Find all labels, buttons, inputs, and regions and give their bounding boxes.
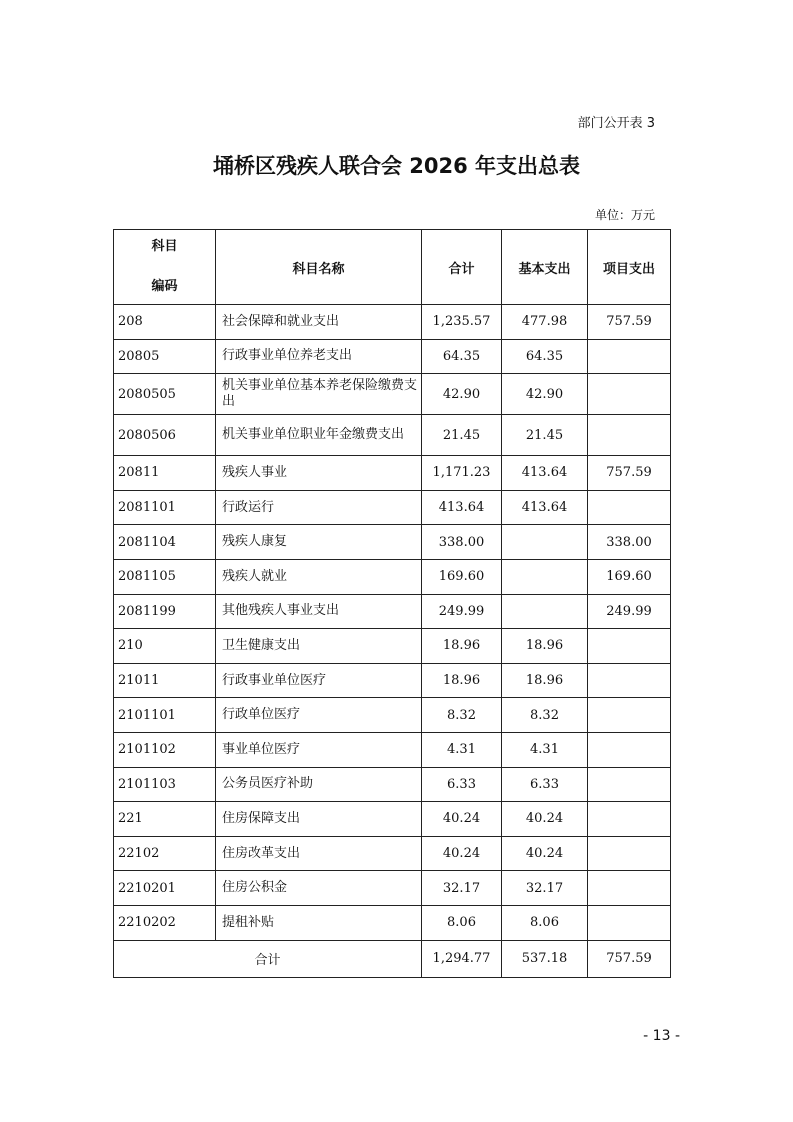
table-total-row [114, 940, 671, 977]
row-basic: 40.24 [502, 836, 588, 871]
row-code: 2081199 [114, 594, 216, 629]
row-code: 21011 [114, 663, 216, 698]
row-name: 行政事业单位医疗 [216, 663, 422, 698]
row-name: 住房公积金 [216, 871, 422, 906]
form-number: 部门公开表 3 [577, 116, 655, 131]
total-sum: 1,294.77 [422, 940, 502, 977]
total-basic: 537.18 [502, 940, 588, 977]
table-row [114, 525, 671, 560]
row-code: 210 [114, 629, 216, 664]
row-basic: 8.32 [502, 698, 588, 733]
unit-label: 单位：万元 [594, 208, 655, 222]
row-name: 公务员医疗补助 [216, 767, 422, 802]
table-row [114, 490, 671, 525]
row-basic: 413.64 [502, 456, 588, 491]
row-project [588, 871, 671, 906]
table-row [114, 629, 671, 664]
row-basic: 32.17 [502, 871, 588, 906]
row-name: 残疾人事业 [216, 456, 422, 491]
row-code: 20805 [114, 339, 216, 374]
row-project [588, 415, 671, 456]
row-total: 1,235.57 [422, 305, 502, 340]
row-total: 32.17 [422, 871, 502, 906]
row-project: 169.60 [588, 559, 671, 594]
row-total: 21.45 [422, 415, 502, 456]
table-row [114, 594, 671, 629]
row-code: 2080505 [114, 374, 216, 415]
row-code: 2101103 [114, 767, 216, 802]
row-project [588, 836, 671, 871]
row-code: 208 [114, 305, 216, 340]
row-total: 64.35 [422, 339, 502, 374]
page-number: - 13 - [643, 1028, 680, 1044]
row-name: 事业单位医疗 [216, 732, 422, 767]
table-row [114, 456, 671, 491]
row-basic: 64.35 [502, 339, 588, 374]
table-row [114, 802, 671, 837]
table-row [114, 559, 671, 594]
row-name: 提租补贴 [216, 905, 422, 940]
row-project [588, 490, 671, 525]
header-code-line1: 科目 [151, 239, 178, 254]
row-name: 机关事业单位职业年金缴费支出 [216, 415, 422, 456]
header-project: 项目支出 [588, 230, 671, 305]
table-row [114, 836, 671, 871]
row-basic: 42.90 [502, 374, 588, 415]
row-project [588, 663, 671, 698]
row-total: 8.32 [422, 698, 502, 733]
total-label: 合计 [114, 940, 422, 977]
row-basic: 413.64 [502, 490, 588, 525]
table-row [114, 415, 671, 456]
row-project: 338.00 [588, 525, 671, 560]
table-row [114, 339, 671, 374]
table-row [114, 871, 671, 906]
row-project [588, 732, 671, 767]
row-name: 残疾人康复 [216, 525, 422, 560]
row-basic: 18.96 [502, 629, 588, 664]
row-name: 住房改革支出 [216, 836, 422, 871]
row-project: 757.59 [588, 456, 671, 491]
row-project: 249.99 [588, 594, 671, 629]
row-total: 6.33 [422, 767, 502, 802]
row-project [588, 802, 671, 837]
header-name: 科目名称 [216, 230, 422, 305]
row-basic: 8.06 [502, 905, 588, 940]
row-total: 1,171.23 [422, 456, 502, 491]
row-total: 249.99 [422, 594, 502, 629]
row-basic: 477.98 [502, 305, 588, 340]
row-total: 40.24 [422, 802, 502, 837]
row-code: 2210202 [114, 905, 216, 940]
total-project: 757.59 [588, 940, 671, 977]
row-basic [502, 594, 588, 629]
table-row [114, 732, 671, 767]
table-row [114, 698, 671, 733]
row-total: 18.96 [422, 663, 502, 698]
row-name: 社会保障和就业支出 [216, 305, 422, 340]
row-code: 221 [114, 802, 216, 837]
row-project [588, 698, 671, 733]
row-basic [502, 525, 588, 560]
row-project [588, 374, 671, 415]
row-basic: 6.33 [502, 767, 588, 802]
row-name: 其他残疾人事业支出 [216, 594, 422, 629]
row-project [588, 629, 671, 664]
row-total: 4.31 [422, 732, 502, 767]
header-code [114, 230, 216, 305]
header-basic: 基本支出 [502, 230, 588, 305]
row-project: 757.59 [588, 305, 671, 340]
row-basic: 21.45 [502, 415, 588, 456]
row-total: 8.06 [422, 905, 502, 940]
row-name: 行政事业单位养老支出 [216, 339, 422, 374]
page-title: 埇桥区残疾人联合会 2026 年支出总表 [212, 154, 581, 178]
row-code: 2081105 [114, 559, 216, 594]
row-code: 22102 [114, 836, 216, 871]
row-total: 42.90 [422, 374, 502, 415]
row-code: 2081101 [114, 490, 216, 525]
row-name: 机关事业单位基本养老保险缴费支出 [216, 374, 422, 415]
row-name: 残疾人就业 [216, 559, 422, 594]
expenditure-table [113, 229, 671, 978]
table-row [114, 905, 671, 940]
row-name: 住房保障支出 [216, 802, 422, 837]
row-total: 40.24 [422, 836, 502, 871]
table-row [114, 305, 671, 340]
row-code: 2101102 [114, 732, 216, 767]
row-code: 2080506 [114, 415, 216, 456]
table-header-row [114, 230, 671, 305]
table-row [114, 767, 671, 802]
row-total: 338.00 [422, 525, 502, 560]
row-total: 413.64 [422, 490, 502, 525]
row-name: 行政单位医疗 [216, 698, 422, 733]
row-name: 卫生健康支出 [216, 629, 422, 664]
header-total: 合计 [422, 230, 502, 305]
table-row [114, 374, 671, 415]
row-project [588, 905, 671, 940]
row-total: 169.60 [422, 559, 502, 594]
row-code: 2210201 [114, 871, 216, 906]
row-basic: 40.24 [502, 802, 588, 837]
row-basic: 18.96 [502, 663, 588, 698]
row-project [588, 767, 671, 802]
row-total: 18.96 [422, 629, 502, 664]
table-row [114, 663, 671, 698]
row-basic [502, 559, 588, 594]
row-code: 2081104 [114, 525, 216, 560]
header-code-line2: 编码 [151, 279, 178, 294]
row-code: 20811 [114, 456, 216, 491]
row-code: 2101101 [114, 698, 216, 733]
row-basic: 4.31 [502, 732, 588, 767]
row-name: 行政运行 [216, 490, 422, 525]
row-project [588, 339, 671, 374]
